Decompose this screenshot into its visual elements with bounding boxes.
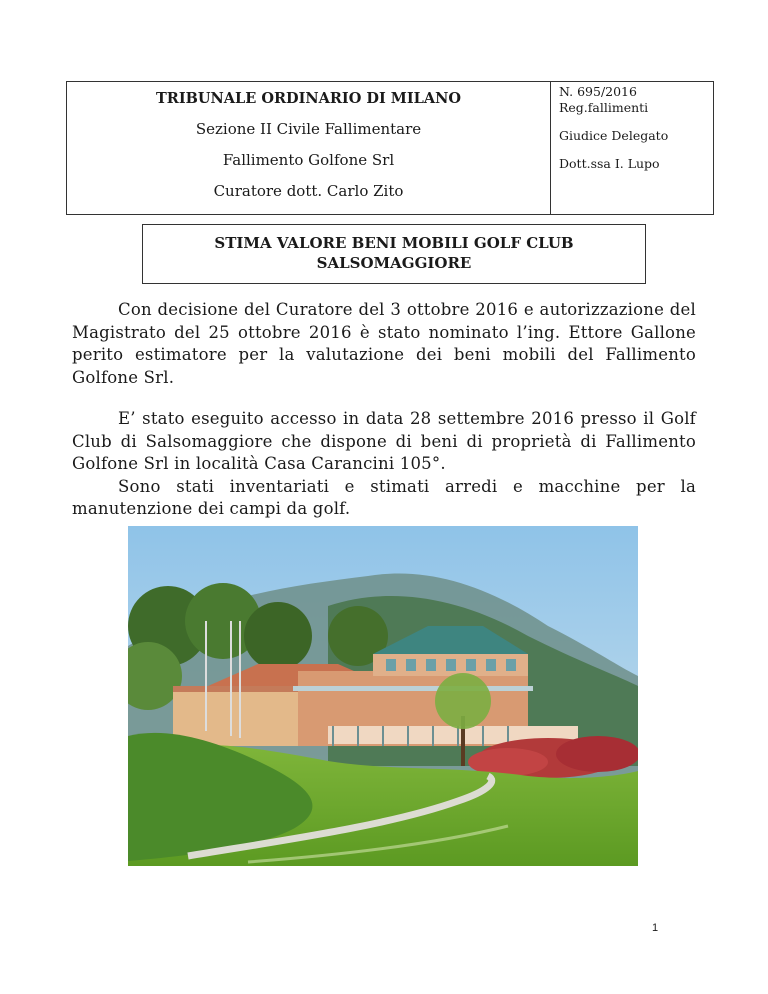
header-box [66, 81, 714, 215]
paragraph-1: Con decisione del Curatore del 3 ottobre 2016 e autorizzazione del Magistrato del 25 ottobre 2016 è stato nominato l’ing. Ettore Gallone perito estimatore per la valutazione dei beni mobili del Fallimento Golfone Srl. [72, 300, 696, 387]
court-section: Sezione II Civile Fallimentare [195, 120, 422, 138]
judge-name: Dott.ssa I. Lupo [559, 156, 660, 171]
golf-club-photo [128, 526, 638, 866]
paragraph-1-block [72, 299, 696, 389]
court-name: TRIBUNALE ORDINARIO DI MILANO [156, 90, 461, 107]
judge-role: Giudice Delegato [559, 128, 669, 143]
case-number: N. 695/2016 [559, 84, 637, 99]
document-title-box [142, 224, 646, 284]
paragraph-2: E’ stato eseguito accesso in data 28 settembre 2016 presso il Golf Club di Salsomaggiore che dispone di beni di proprietà di Fallimento Golfone Srl in località Casa Carancini 105°. [72, 409, 696, 473]
register-label: Reg.fallimenti [559, 100, 649, 115]
title-line-1: STIMA VALORE BENI MOBILI GOLF CLUB [214, 234, 574, 252]
header-left-column [67, 82, 551, 214]
paragraph-2-block [72, 408, 696, 521]
case-name: Fallimento Golfone Srl [222, 151, 395, 169]
trustee-name: Curatore dott. Carlo Zito [213, 182, 404, 200]
page-number: 1 [652, 922, 659, 934]
paragraph-3: Sono stati inventariati e stimati arredi e macchine per la manutenzione dei campi da golf. [72, 476, 696, 518]
title-line-2: SALSOMAGGIORE [316, 254, 472, 273]
header-right-column [551, 82, 713, 214]
